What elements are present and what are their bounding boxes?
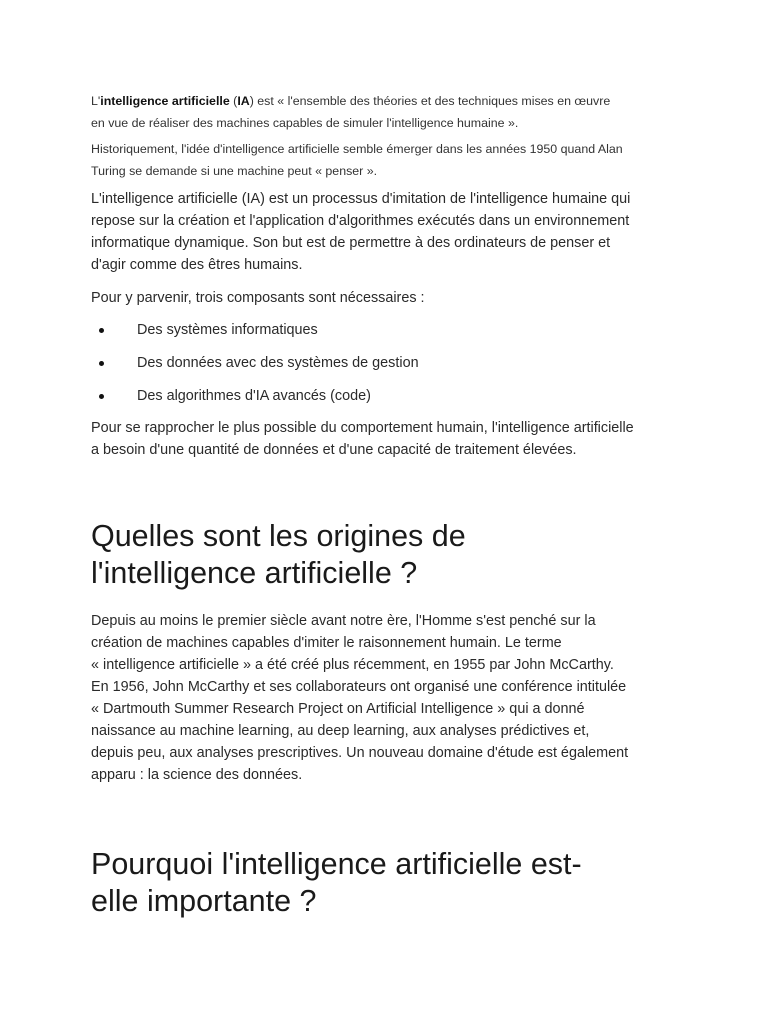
paragraph-line: repose sur la création et l'application d'algorithmes exécutés dans un environnement xyxy=(91,213,630,229)
paragraph-line: depuis peu, aux analyses prescriptives. Un nouveau domaine d'étude est également xyxy=(91,745,629,761)
paragraph-line: d'agir comme des êtres humains. xyxy=(91,257,303,273)
paragraph-components-intro xyxy=(91,287,681,309)
heading-line: elle importante ? xyxy=(91,884,317,918)
heading-line: Quelles sont les origines de xyxy=(91,519,466,553)
heading-line: Pourquoi l'intelligence artificielle est- xyxy=(91,847,582,881)
history-line-1: Historiquement, l'idée d'intelligence artificielle semble émerger dans les années 1950 quand Alan xyxy=(91,142,623,156)
paragraph-origins xyxy=(91,610,681,786)
paragraph-line: apparu : la science des données. xyxy=(91,767,303,783)
paragraph-ai-process xyxy=(91,188,681,276)
paragraph-line: informatique dynamique. Son but est de permettre à des ordinateurs de penser et xyxy=(91,235,611,251)
list-item xyxy=(91,352,681,374)
document-content xyxy=(91,90,681,920)
paragraph-line: Depuis au moins le premier siècle avant notre ère, l'Homme s'est penché sur la xyxy=(91,613,596,629)
definition-abbr: IA xyxy=(237,94,250,108)
paragraph-line: « Dartmouth Summer Research Project on Artificial Intelligence » qui a donné xyxy=(91,701,585,717)
paragraph-line: En 1956, John McCarthy et ses collaborateurs ont organisé une conférence intitulée xyxy=(91,679,627,695)
paragraph-line: Pour se rapprocher le plus possible du comportement humain, l'intelligence artificielle xyxy=(91,420,634,436)
paragraph-line: naissance au machine learning, au deep learning, aux analyses prédictives et, xyxy=(91,723,590,739)
section-heading-origins xyxy=(91,518,681,592)
definition-rest: ) est « l'ensemble des théories et des techniques mises en œuvre xyxy=(249,94,611,108)
history-line-2: Turing se demande si une machine peut « penser ». xyxy=(91,164,378,178)
bullet-icon xyxy=(99,361,104,366)
heading-line: l'intelligence artificielle ? xyxy=(91,556,418,590)
paragraph-line: Pour y parvenir, trois composants sont nécessaires : xyxy=(91,290,425,306)
list-item xyxy=(91,385,681,407)
paragraph-line: L'intelligence artificielle (IA) est un processus d'imitation de l'intelligence humaine qui xyxy=(91,191,631,207)
paragraph-line: création de machines capables d'imiter le raisonnement humain. Le terme xyxy=(91,635,562,651)
definition-term: intelligence artificielle xyxy=(100,94,230,108)
paragraph-line: a besoin d'une quantité de données et d'une capacité de traitement élevées. xyxy=(91,442,577,458)
paragraph-line: « intelligence artificielle » a été créé plus récemment, en 1955 par John McCarthy. xyxy=(91,657,614,673)
list-item xyxy=(91,319,681,341)
definition-line-2: en vue de réaliser des machines capables de simuler l'intelligence humaine ». xyxy=(91,116,519,130)
list-item-text: Des algorithmes d'IA avancés (code) xyxy=(137,388,371,404)
section-heading-importance xyxy=(91,846,681,920)
list-item-text: Des données avec des systèmes de gestion xyxy=(137,355,419,371)
definition-prefix: L' xyxy=(91,94,101,108)
definition-open: ( xyxy=(229,94,238,108)
bullet-icon xyxy=(99,328,104,333)
components-list xyxy=(91,319,681,407)
intro-definition xyxy=(91,90,681,134)
bullet-icon xyxy=(99,394,104,399)
intro-history xyxy=(91,138,681,182)
paragraph-human-behavior xyxy=(91,417,681,461)
list-item-text: Des systèmes informatiques xyxy=(137,322,318,338)
